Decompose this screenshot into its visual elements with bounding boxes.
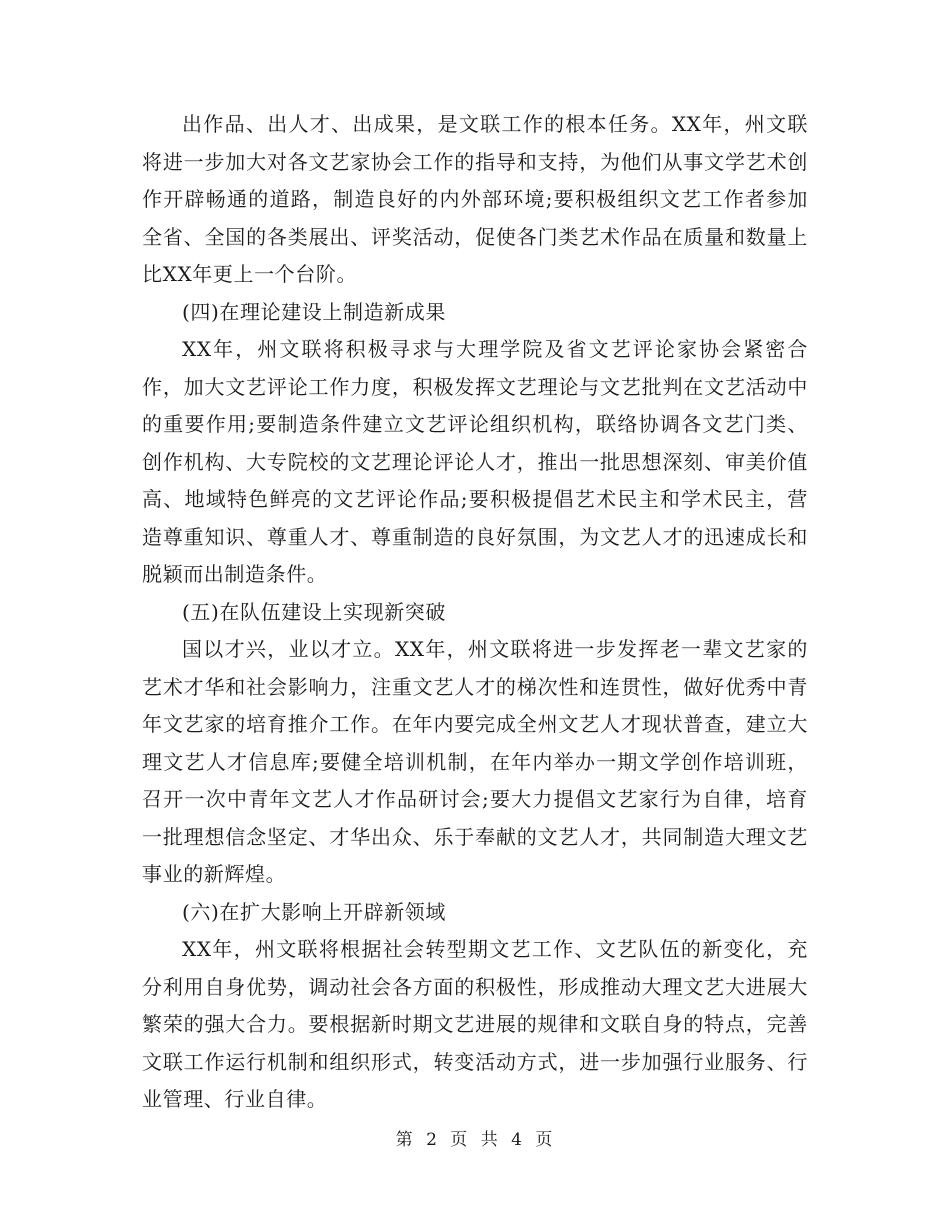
paragraph-2: XX年，州文联将积极寻求与大理学院及省文艺评论家协会紧密合作，加大文艺评论工作力度，积极发挥文艺理论与文艺批判在文艺活动中的重要作用;要制造条件建立文艺评论组织机构，联络协调各文艺门类、创作机构、大专院校的文艺理论评论人才，推出一批思想深刻、审美价值高、地域特色鲜亮的文艺评论作品;要积极提倡艺术民主和学术民主，营造尊重知识、尊重人才、尊重制造的良好氛围，为文艺人才的迅速成长和脱颖而出制造条件。 bbox=[142, 337, 808, 586]
section-heading-6: (六)在扩大影响上开辟新领域 bbox=[182, 899, 447, 924]
page-number-footer: 第 2 页 共 4 页 bbox=[395, 1130, 555, 1150]
document-body bbox=[142, 106, 808, 1119]
paragraph-4: XX年，州文联将根据社会转型期文艺工作、文艺队伍的新变化，充分利用自身优势，调动社会各方面的积极性，形成推动大理文艺大进展大繁荣的强大合力。要根据新时期文艺进展的规律和文联自身的特点，完善文联工作运行机制和组织形式，转变活动方式，进一步加强行业服务、行业管理、行业自律。 bbox=[142, 937, 808, 1111]
section-heading-4: (四)在理论建设上制造新成果 bbox=[182, 299, 447, 324]
paragraph-1: 出作品、出人才、出成果，是文联工作的根本任务。XX年，州文联将进一步加大对各文艺家协会工作的指导和支持，为他们从事文学艺术创作开辟畅通的道路，制造良好的内外部环境;要积极组织文艺工作者参加全省、全国的各类展出、评奖活动，促使各门类艺术作品在质量和数量上比XX年更上一个台阶。 bbox=[142, 112, 808, 286]
paragraph-3: 国以才兴，业以才立。XX年，州文联将进一步发挥老一辈文艺家的艺术才华和社会影响力，注重文艺人才的梯次性和连贯性，做好优秀中青年文艺家的培育推介工作。在年内要完成全州文艺人才现状普查，建立大理文艺人才信息库;要健全培训机制，在年内举办一期文学创作培训班，召开一次中青年文艺人才作品研讨会;要大力提倡文艺家行为自律，培育一批理想信念坚定、才华出众、乐于奉献的文艺人才，共同制造大理文艺事业的新辉煌。 bbox=[142, 637, 808, 886]
section-heading-5: (五)在队伍建设上实现新突破 bbox=[182, 599, 447, 624]
